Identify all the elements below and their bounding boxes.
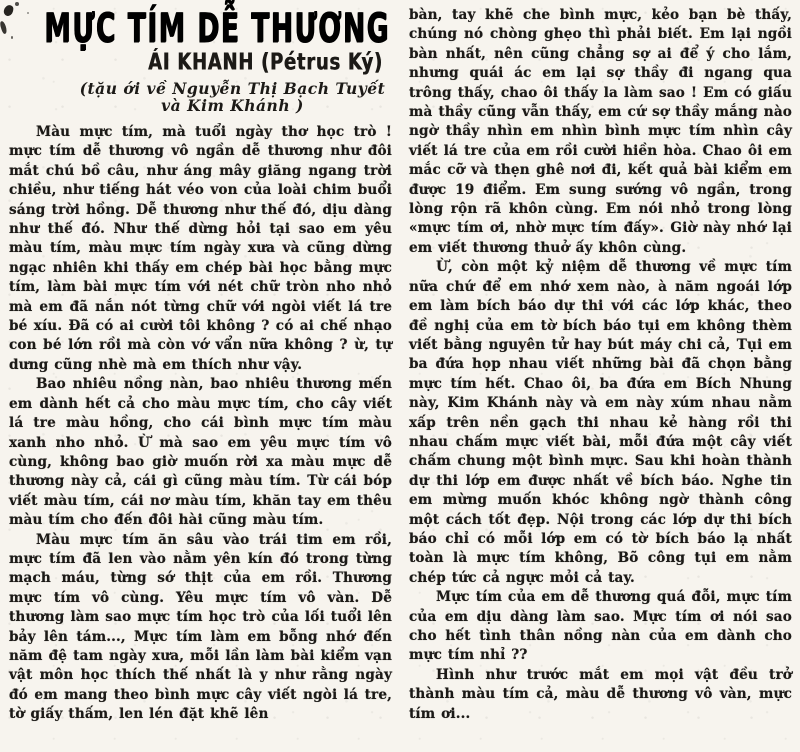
article-title: MỰC TÍM DỄ THƯƠNG — [44, 4, 390, 52]
ink-speck — [11, 36, 13, 39]
left-column — [9, 123, 392, 725]
ink-speck — [27, 12, 29, 14]
paragraph: Màu mực tím ăn sâu vào trái tim em rồi, mực tím đã len vào nằm yên kín đó trong từng mạch máu, từng sớ thịt của em rồi. Thương mực tím vô cùng. Yêu mực tím vô vàn. Dễ thương làm sao mực tím học trò của lối tuổi lên bảy lên tám..., Mực tím làm em bỗng nhớ đến năm đệ tam ngày xưa, mỗi lần làm bài kiểm vạn vật môn học thích thế nhất là y như rằng ngày đó em mang theo bình mực cây viết ngòi lá tre, tờ giấy thấm, len lén đặt khẽ lên — [9, 531, 392, 723]
paragraph: Bao nhiêu nồng nàn, bao nhiêu thương mến em dành hết cả cho màu mực tím, cho cây viết lá tre màu hồng, cho cái bình mực tím màu xanh nho nhỏ. Ừ mà sao em yêu mực tím vô cùng, không bao giờ muốn rời xa màu mực dễ thương này cả, cái gì cũng màu tím. Từ cái bóp viết màu tím, cái nơ màu tím, khăn tay em thêu màu tím cho đến đôi hài cũng màu tím. — [9, 376, 392, 529]
paragraph: Màu mực tím, mà tuổi ngày thơ học trò ! mực tím dễ thương vô ngần dễ thương như đôi mắt chú bồ câu, như áng mây giăng ngang trời chiều, như tiếng hát véo von của loài chim buổi sáng trời hồng. Dễ thương như thế đó, dịu dàng như thế đó. Như thế dừng hỏi tại sao em yêu màu tím, màu mực tím ngày xưa và cũng dừng ngạc nhiên khi thấy em chép bài học bằng mực tím, làm bài mực tím với nét chữ tròn nho nhỏ mà em đã nắn nót từng chữ với ngòi viết lá tre bé xíu. Đã có ai cười tôi không ? có ai chế nhạo con bé lớn rồi mà còn vớ vẩn nữa không ? ừ, tự dưng cũng nhè mà em thích như vậy. — [9, 124, 392, 373]
ink-speck — [15, 2, 19, 6]
paragraph: Ừ, còn một kỷ niệm dễ thương về mực tím nữa chứ để em nhớ xem nào, à năm ngoái lớp em làm bích báo dự thi với các lớp khác, theo đề nghị của em tờ bích báo tụi em không thèm viết bằng nguyên tử hay bút máy chi cả, Tụi em ba đứa họp nhau viết những bài đã chọn bằng mực tím hết. Chao ôi, ba đứa em Bích Nhung này, Kim Khánh này và em này xúm nhau nằm xấp trên nền gạch thi nhau kẻ hàng rồi thi nhau chấm mực viết bài, mỗi đứa một cây viết chấm chung một bình mực. Sau khi hoàn thành dự thi lớp em được nhất về bích báo. Nghe tin em mừng muốn khóc không ngờ thành công một cách tốt đẹp. Nội trong các lớp dự thi bích báo chỉ có mỗi lớp em có tờ bích báo lạ nhất toàn là mực tím không, Bõ công tụi em nằm chép tức cả ngực mỏi cả tay. — [409, 259, 792, 586]
dedication-line-1: (tặu ới về Nguyễn Thị Bạch Tuyết — [79, 79, 386, 98]
ink-smudge — [0, 21, 8, 35]
paragraph: bàn, tay khẽ che bình mực, kẻo bạn bè thấy, chúng nó chòng ghẹo thì phải biết. Em lại ngồi bàn nhất, nên cũng chẳng sợ ai để ý cho lắm, nhưng quái ác em lại sợ thầy đi ngang qua trông thấy, chao ôi thấy la làm sao ! Em có giấu mà thầy cũng vẫn thấy, em cứ sợ thầy mắng nào ngờ thầy nhìn em nhìn bình mực tím nhìn cây viết lá tre của em rồi cười hiền hòa. Chao ôi em mắc cỡ và thẹn ghê nơi đi, kết quả bài kiểm em được 19 điểm. Em sung sướng vô ngần, trong lòng rộn rã khôn cùng. Em nói nhỏ trong lòng «mực tím ơi, nhờ mực tím đấy». Giờ này nhớ lại em viết thương thuở ấy khôn cùng. — [409, 7, 792, 256]
article-author: ÁI KHANH (Pétrus Ký) — [148, 48, 383, 76]
dedication — [60, 80, 405, 114]
paragraph: Mực tím của em dễ thương quá đỗi, mực tím của em dịu dàng làm sao. Mực tím ơi nói sao cho hết tình thân nồng nàn của em dành cho mực tím nhỉ ?? — [409, 589, 792, 664]
dedication-line-2: và Kim Khánh ) — [161, 96, 304, 115]
paragraph: Hình như trước mắt em mọi vật đều trở thành màu tím cả, màu dễ thương vô vàn, mực tím ơi... — [409, 666, 792, 722]
ink-smudge — [3, 4, 14, 17]
right-column — [409, 6, 792, 724]
